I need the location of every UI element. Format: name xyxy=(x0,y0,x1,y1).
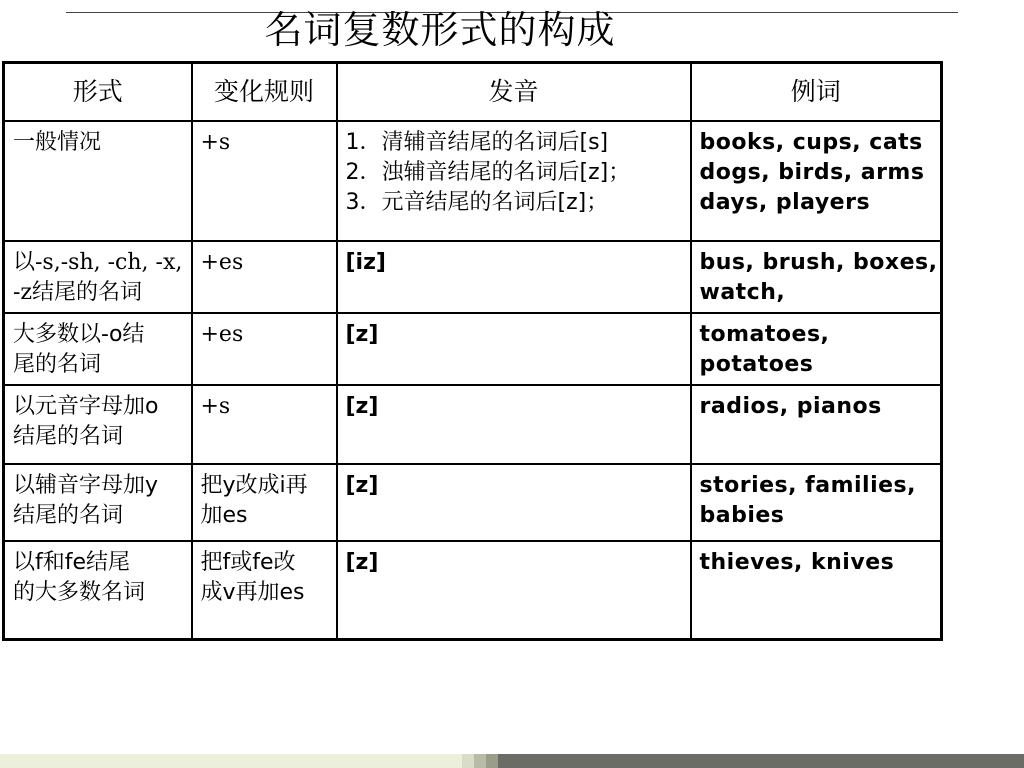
cell-rule xyxy=(192,241,337,313)
cell-examples xyxy=(691,241,942,313)
cell-line: 以-s,-sh, -ch, -x, xyxy=(13,249,183,275)
cell-line: +s xyxy=(200,129,231,155)
cell-line: 成v再加es xyxy=(200,579,305,605)
cell-line: +es xyxy=(200,249,244,275)
cell-pronunciation xyxy=(337,313,691,385)
cell-line: days, players xyxy=(699,189,871,215)
cell-line: +es xyxy=(200,321,244,347)
cell-line: bus, brush, boxes, xyxy=(699,249,938,275)
page-title: 名词复数形式的构成 xyxy=(264,8,616,52)
cell-line: +s xyxy=(200,393,231,419)
table-row xyxy=(4,313,942,385)
header-form: 形式 xyxy=(4,63,192,121)
cell-pronunciation xyxy=(337,464,691,541)
header-rule: 变化规则 xyxy=(192,63,337,121)
cell-rule xyxy=(192,121,337,241)
cell-line: 尾的名词 xyxy=(13,351,102,377)
cell-line: [z] xyxy=(345,549,379,575)
cell-form xyxy=(4,313,192,385)
cell-line: 大多数以-o结 xyxy=(13,321,145,347)
cell-line: stories, families, xyxy=(699,472,916,498)
table-row xyxy=(4,541,942,640)
cell-line: 以辅音字母加y xyxy=(13,472,159,498)
footer-decoration-bar xyxy=(0,754,1024,768)
plural-forms-table xyxy=(2,61,943,641)
cell-line: 1．清辅音结尾的名词后[s] xyxy=(345,129,609,155)
cell-examples xyxy=(691,385,942,464)
cell-line: 以f和fe结尾 xyxy=(13,549,131,575)
footer-bar-segment xyxy=(486,754,498,768)
cell-line: [z] xyxy=(345,472,379,498)
cell-form xyxy=(4,241,192,313)
cell-form xyxy=(4,121,192,241)
cell-line: babies xyxy=(699,502,785,528)
cell-line: potatoes xyxy=(699,351,814,377)
cell-line: -z结尾的名词 xyxy=(13,279,143,305)
cell-line: [z] xyxy=(345,393,379,419)
cell-pronunciation xyxy=(337,385,691,464)
cell-line: 3．元音结尾的名词后[z]； xyxy=(345,189,609,215)
cell-line: tomatoes, xyxy=(699,321,830,347)
header-examples: 例词 xyxy=(691,63,942,121)
table-row xyxy=(4,464,942,541)
cell-line: 结尾的名词 xyxy=(13,423,124,449)
footer-bar-segment xyxy=(498,754,1024,768)
cell-line: thieves, knives xyxy=(699,549,895,575)
cell-pronunciation xyxy=(337,121,691,241)
cell-examples xyxy=(691,313,942,385)
footer-bar-segment xyxy=(0,754,462,768)
footer-bar-segment xyxy=(474,754,486,768)
cell-line: 结尾的名词 xyxy=(13,502,124,528)
cell-pronunciation xyxy=(337,241,691,313)
cell-form xyxy=(4,464,192,541)
cell-line: 2．浊辅音结尾的名词后[z]； xyxy=(345,159,631,185)
table-header-row xyxy=(4,63,942,121)
cell-line: radios, pianos xyxy=(699,393,882,419)
cell-line: 一般情况 xyxy=(13,129,102,155)
cell-line: 把y改成i再 xyxy=(200,472,308,498)
cell-line: [iz] xyxy=(345,249,386,275)
cell-examples xyxy=(691,464,942,541)
cell-line: [z] xyxy=(345,321,379,347)
cell-examples xyxy=(691,121,942,241)
cell-line: 加es xyxy=(200,502,248,528)
cell-form xyxy=(4,385,192,464)
cell-line: 的大多数名词 xyxy=(13,579,146,605)
header-pronunciation: 发音 xyxy=(337,63,691,121)
cell-rule xyxy=(192,385,337,464)
table-row xyxy=(4,385,942,464)
cell-rule xyxy=(192,313,337,385)
table-row xyxy=(4,241,942,313)
cell-line: dogs, birds, arms xyxy=(699,159,925,185)
footer-bar-segment xyxy=(462,754,474,768)
table-row xyxy=(4,121,942,241)
cell-examples xyxy=(691,541,942,640)
cell-line: watch, xyxy=(699,279,786,305)
cell-line: 把f或fe改 xyxy=(200,549,296,575)
cell-rule xyxy=(192,541,337,640)
cell-pronunciation xyxy=(337,541,691,640)
cell-rule xyxy=(192,464,337,541)
cell-form xyxy=(4,541,192,640)
cell-line: 以元音字母加o xyxy=(13,393,159,419)
cell-line: books, cups, cats xyxy=(699,129,923,155)
